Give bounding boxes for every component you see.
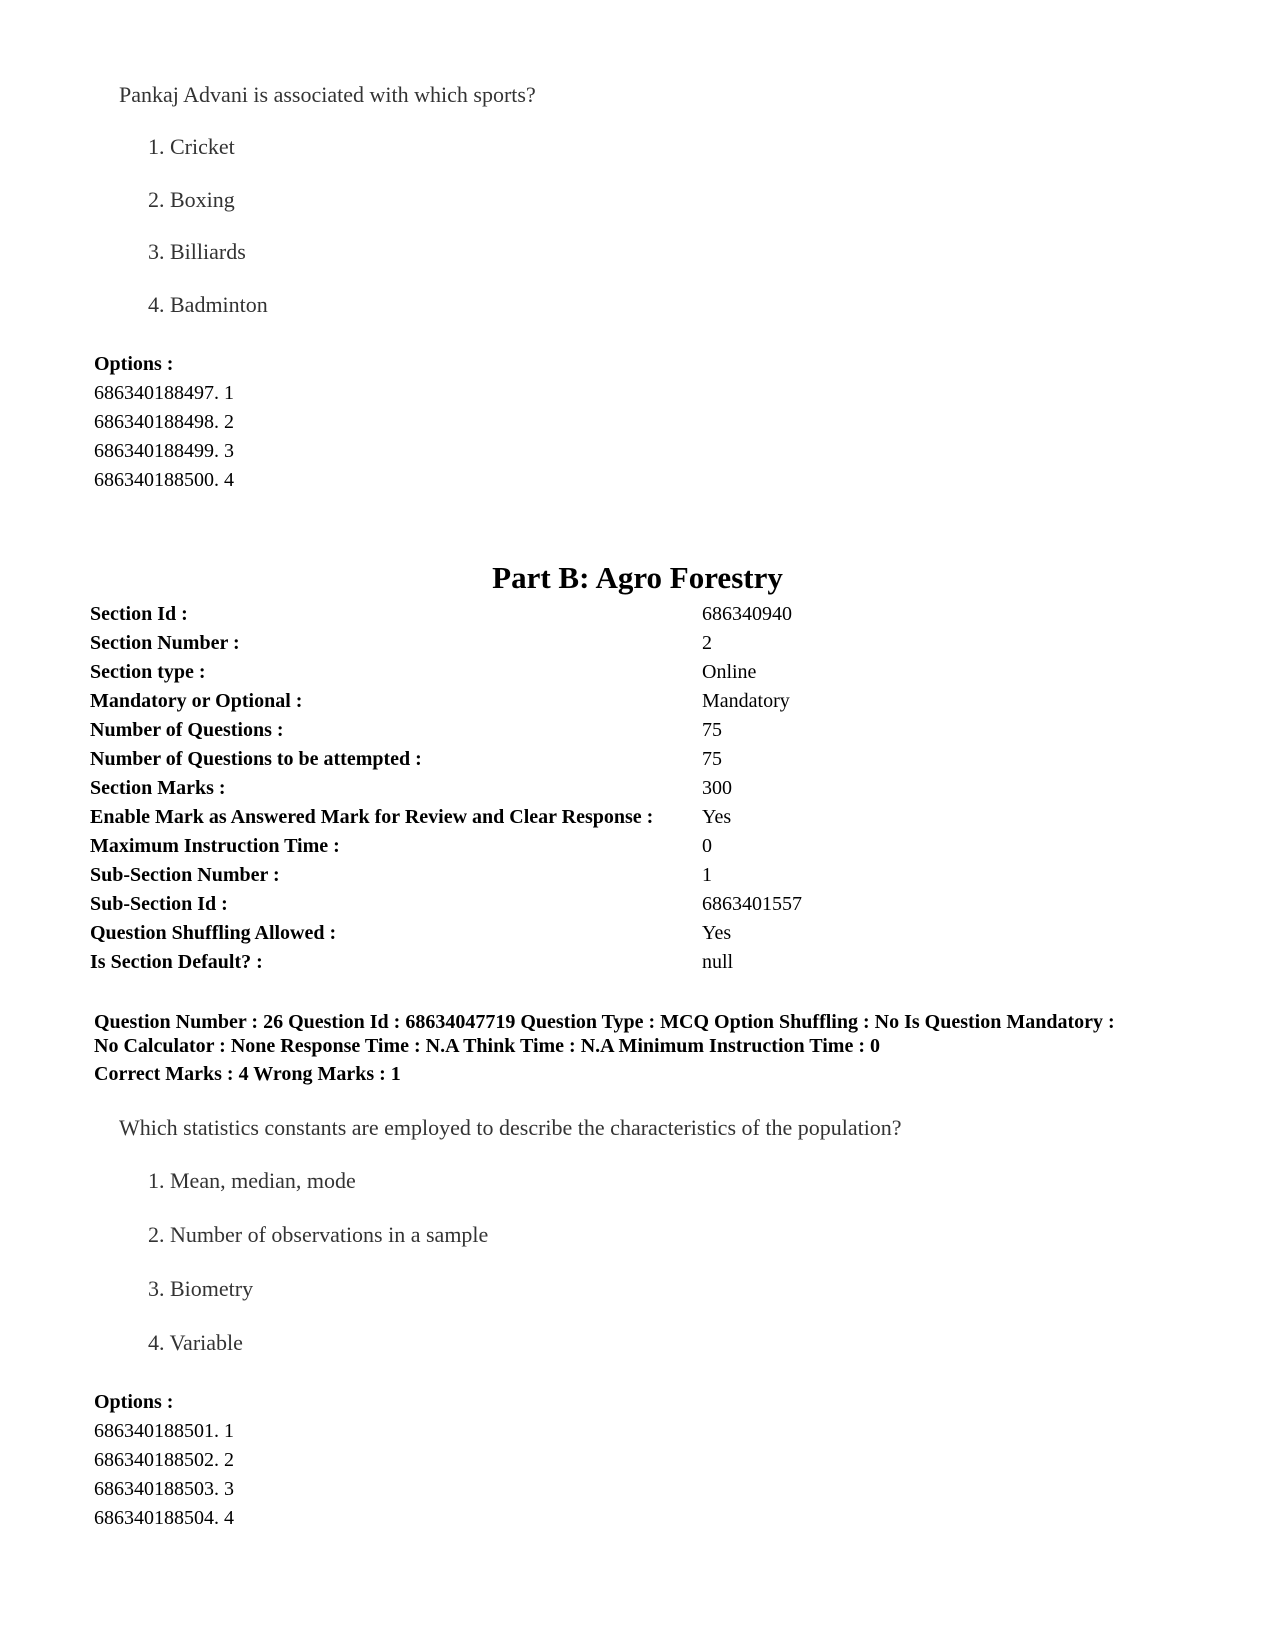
part-title: Part B: Agro Forestry bbox=[492, 560, 783, 595]
section-meta-key: Maximum Instruction Time : bbox=[90, 835, 340, 857]
section-meta-value: 6863401557 bbox=[702, 893, 802, 915]
option-id: 686340188499. 3 bbox=[94, 440, 234, 462]
question-info-line: Question Number : 26 Question Id : 68634047719 Question Type : MCQ Option Shuffling : No Is Question Mandatory : bbox=[94, 1011, 1115, 1033]
choice-item: 2. Boxing bbox=[148, 187, 235, 212]
question-text: Pankaj Advani is associated with which sports? bbox=[119, 82, 536, 107]
section-meta-key: Enable Mark as Answered Mark for Review and Clear Response : bbox=[90, 806, 654, 828]
option-id: 686340188500. 4 bbox=[94, 469, 234, 491]
section-meta-key: Sub-Section Id : bbox=[90, 893, 228, 915]
section-meta-value: 0 bbox=[702, 835, 712, 857]
choice-item: 4. Variable bbox=[148, 1330, 243, 1355]
section-meta-key: Section Id : bbox=[90, 603, 188, 625]
section-meta-key: Number of Questions : bbox=[90, 719, 284, 741]
options-label: Options : bbox=[94, 1391, 174, 1413]
option-id: 686340188504. 4 bbox=[94, 1507, 234, 1529]
question-info-line: No Calculator : None Response Time : N.A Think Time : N.A Minimum Instruction Time : 0 bbox=[94, 1035, 880, 1057]
section-meta-key: Is Section Default? : bbox=[90, 951, 263, 973]
section-meta-value: Yes bbox=[702, 806, 732, 828]
section-meta-value: Mandatory bbox=[702, 690, 790, 712]
section-meta-value: 686340940 bbox=[702, 603, 792, 625]
option-id: 686340188497. 1 bbox=[94, 382, 234, 404]
option-id: 686340188502. 2 bbox=[94, 1449, 234, 1471]
section-meta-value: 300 bbox=[702, 777, 732, 799]
section-meta-value: 1 bbox=[702, 864, 712, 886]
section-meta-value: 75 bbox=[702, 748, 722, 770]
section-meta-key: Section Marks : bbox=[90, 777, 226, 799]
section-meta-key: Sub-Section Number : bbox=[90, 864, 280, 886]
option-id: 686340188501. 1 bbox=[94, 1420, 234, 1442]
section-meta-key: Section type : bbox=[90, 661, 206, 683]
section-meta-key: Mandatory or Optional : bbox=[90, 690, 303, 712]
section-meta-value: Online bbox=[702, 661, 757, 683]
section-meta-value: Yes bbox=[702, 922, 732, 944]
section-meta-value: null bbox=[702, 951, 734, 973]
question-marks-line: Correct Marks : 4 Wrong Marks : 1 bbox=[94, 1063, 401, 1085]
section-meta-value: 75 bbox=[702, 719, 722, 741]
choice-item: 1. Cricket bbox=[148, 134, 235, 159]
section-meta-key: Question Shuffling Allowed : bbox=[90, 922, 337, 944]
section-meta-key: Number of Questions to be attempted : bbox=[90, 748, 422, 770]
choice-item: 2. Number of observations in a sample bbox=[148, 1222, 489, 1247]
option-id: 686340188498. 2 bbox=[94, 411, 234, 433]
options-label: Options : bbox=[94, 353, 174, 375]
choice-item: 1. Mean, median, mode bbox=[148, 1168, 356, 1193]
choice-item: 3. Biometry bbox=[148, 1276, 254, 1301]
question-text: Which statistics constants are employed to describe the characteristics of the population? bbox=[119, 1115, 902, 1140]
choice-item: 4. Badminton bbox=[148, 292, 268, 317]
section-meta-value: 2 bbox=[702, 632, 712, 654]
choice-item: 3. Billiards bbox=[148, 239, 246, 264]
option-id: 686340188503. 3 bbox=[94, 1478, 234, 1500]
section-meta-key: Section Number : bbox=[90, 632, 240, 654]
